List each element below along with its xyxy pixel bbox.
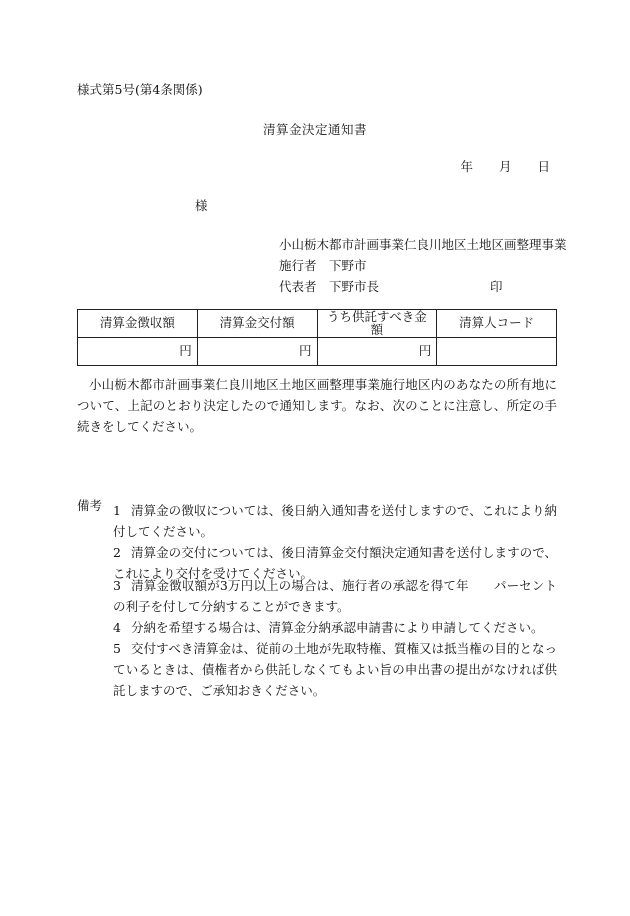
form-number: 様式第5号(第4条関係) (77, 82, 203, 97)
issuer-project: 小山栃木都市計画事業仁良川地区土地区画整理事業 (279, 237, 567, 252)
cell-collection-amount: 円 (78, 338, 198, 366)
recipient-suffix: 様 (195, 198, 208, 213)
table-row (78, 338, 557, 366)
note-text: 清算金徴収額が3万円以上の場合は、施行者の承認を得て年 パーセントの利子を付して分納することができます。 (113, 578, 557, 614)
date-day: 日 (537, 159, 550, 174)
note-number: 1 (113, 503, 121, 518)
issuer-representative-row (279, 276, 567, 297)
note-item (113, 575, 557, 617)
note-number: 2 (113, 545, 121, 560)
cell-settlement-code (437, 338, 557, 366)
header-settlement-code: 清算人コード (437, 310, 557, 338)
date-year: 年 (460, 159, 473, 174)
note-item (113, 617, 557, 638)
document-title: 清算金決定通知書 (262, 122, 367, 137)
cell-payment-amount: 円 (197, 338, 317, 366)
representative-label: 代表者 (279, 279, 317, 294)
note-number: 5 (113, 641, 121, 656)
header-collection-amount: 清算金徴収額 (78, 310, 198, 338)
notice-body-text: 小山栃木都市計画事業仁良川地区土地区画整理事業施行地区内のあなたの所有地について、上記のとおり決定したので通知します。なお、次のことに注意し、所定の手続きをしてください。 (77, 377, 557, 434)
note-text: 清算金の交付については、後日清算金交付額決定通知書を送付しますので、これにより交付を受けてください。 (113, 545, 557, 581)
amount-table (77, 309, 557, 366)
note-number: 4 (113, 620, 121, 635)
header-payment-amount: 清算金交付額 (197, 310, 317, 338)
executor-value: 下野市 (329, 258, 367, 273)
executor-label: 施行者 (279, 258, 317, 273)
note-text: 交付すべき清算金は、従前の土地が先取特権、質権又は抵当権の目的となっているときは、債権者から供託しなくてもよい旨の申出書の提出がなければ供託しますので、ご承知おきください。 (113, 641, 557, 698)
note-number: 3 (113, 578, 121, 593)
seal-mark: 印 (490, 279, 503, 294)
table-header-row (78, 310, 557, 338)
cell-deposit-amount: 円 (317, 338, 437, 366)
issuer-block (279, 234, 567, 297)
note-text: 清算金の徴収については、後日納入通知書を送付しますので、これにより納付してください。 (113, 503, 557, 539)
representative-value: 下野市長 (329, 279, 380, 294)
note-text: 分納を希望する場合は、清算金分納承認申請書により申請してください。 (131, 620, 544, 635)
date-month: 月 (498, 159, 512, 174)
issuer-executor-row (279, 255, 567, 276)
date-line (438, 161, 550, 174)
notes-label: 備考 (77, 498, 103, 513)
note-item (113, 500, 557, 542)
header-deposit-amount: うち供託すべき金額 (317, 310, 437, 338)
note-item (113, 638, 557, 701)
